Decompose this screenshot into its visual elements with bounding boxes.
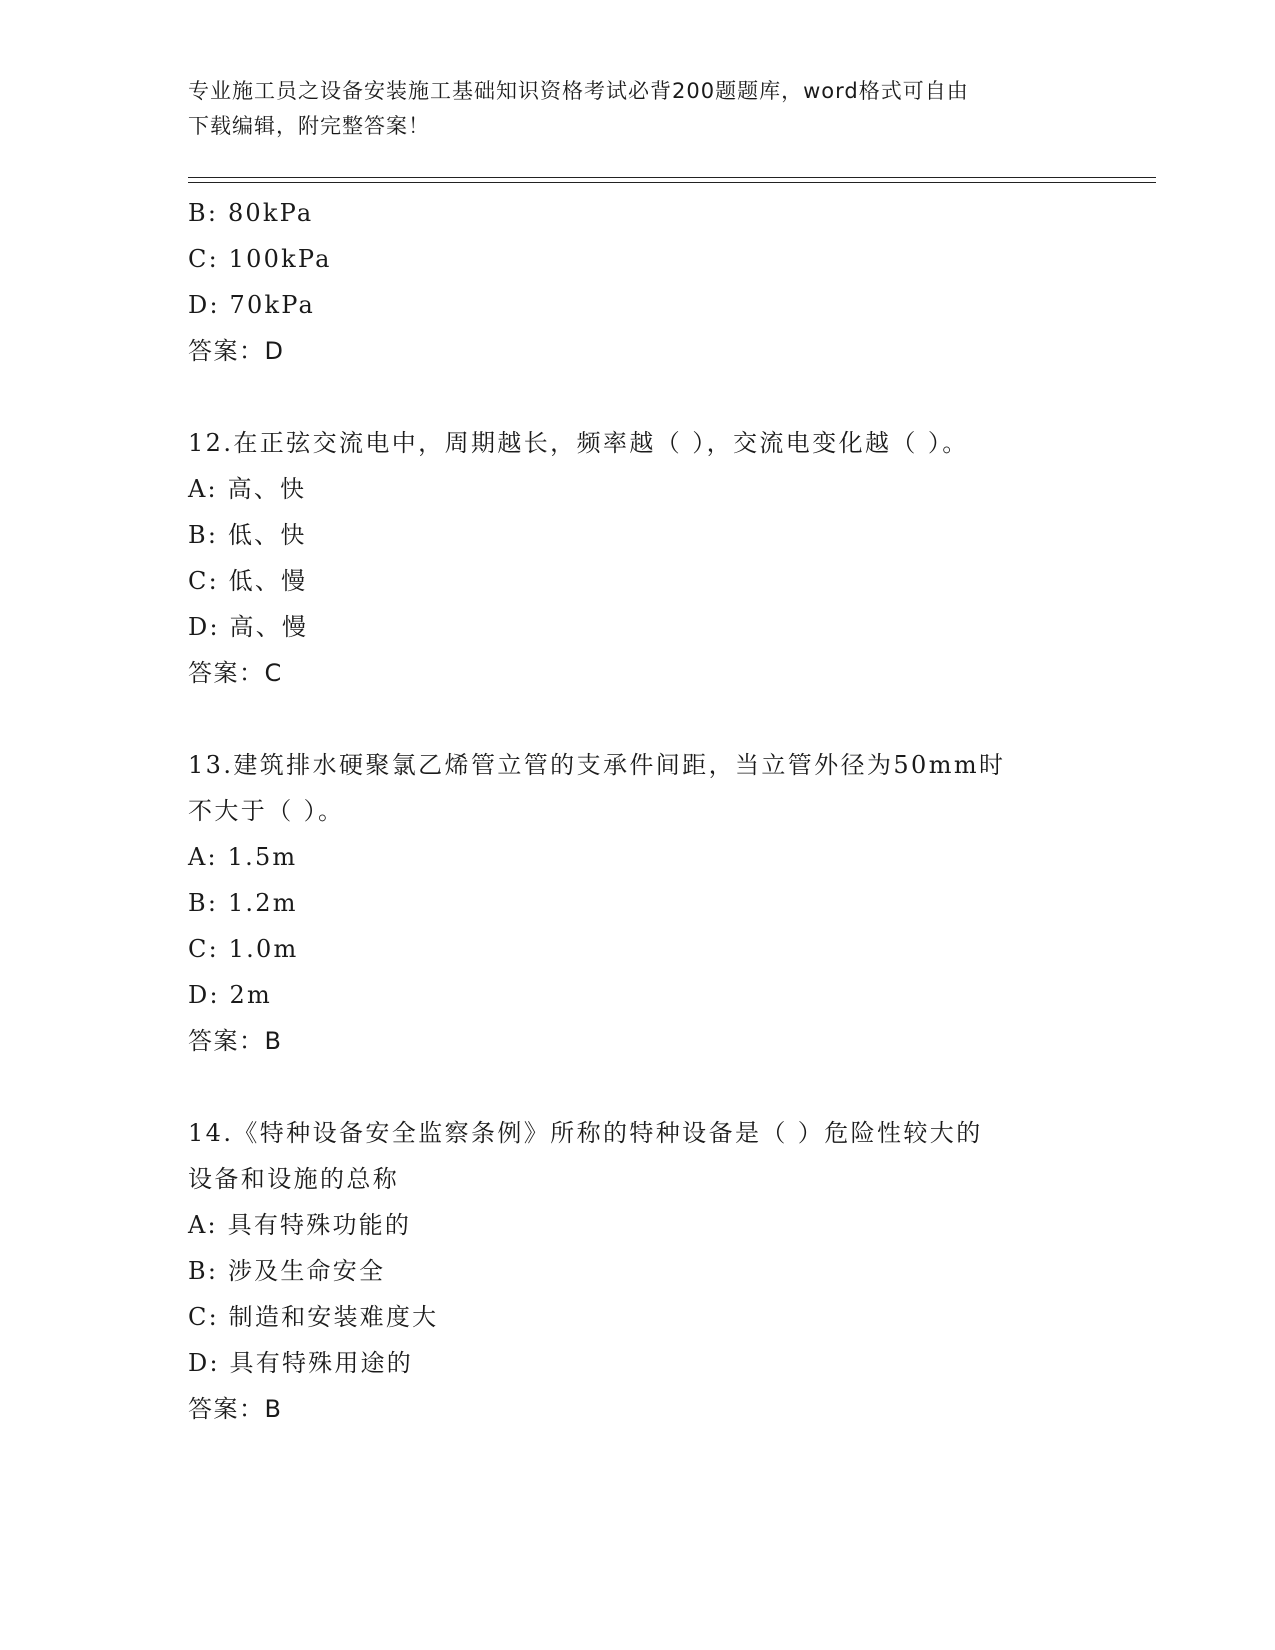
header-title-line-2: 下载编辑，附完整答案！ [188,114,430,138]
option-c: C: 100kPa [188,245,332,273]
question-title-line-1: 14.《特种设备安全监察条例》所称的特种设备是（ ）危险性较大的 [188,1119,983,1147]
option-a: A: 具有特殊功能的 [188,1211,412,1239]
spacer [188,1064,1068,1110]
spacer [188,696,1068,742]
spacer [188,374,1068,420]
header-divider-top [188,177,1156,178]
answer-line: 答案：C [188,659,283,687]
option-a: A: 1.5m [188,843,298,871]
question-title-line-2: 不大于（ ）。 [188,797,345,825]
answer-line: 答案：D [188,337,285,365]
option-c: C: 制造和安装难度大 [188,1303,439,1331]
question-list [188,190,1068,1432]
answer-line: 答案：B [188,1395,283,1423]
document-header [188,74,1068,144]
option-d: D: 高、慢 [188,613,309,641]
question-11 [188,190,1068,374]
header-divider-bottom [188,182,1156,183]
header-title-line-1: 专业施工员之设备安装施工基础知识资格考试必背200题题库，word格式可自由 [188,79,969,103]
question-14 [188,1110,1068,1432]
option-b: B: 涉及生命安全 [188,1257,386,1285]
question-13 [188,742,1068,1064]
option-a: A: 高、快 [188,475,307,503]
option-d: D: 具有特殊用途的 [188,1349,413,1377]
question-title: 12.在正弦交流电中，周期越长，频率越（ ），交流电变化越（ ）。 [188,429,969,457]
option-d: D: 70kPa [188,291,316,319]
question-12 [188,420,1068,696]
option-b: B: 1.2m [188,889,298,917]
question-title-line-1: 13.建筑排水硬聚氯乙烯管立管的支承件间距，当立管外径为50mm时 [188,751,1006,779]
option-c: C: 1.0m [188,935,299,963]
option-b: B: 80kPa [188,199,314,227]
answer-line: 答案：B [188,1027,283,1055]
option-d: D: 2m [188,981,272,1009]
question-title-line-2: 设备和设施的总称 [188,1165,400,1193]
option-b: B: 低、快 [188,521,307,549]
option-c: C: 低、慢 [188,567,308,595]
